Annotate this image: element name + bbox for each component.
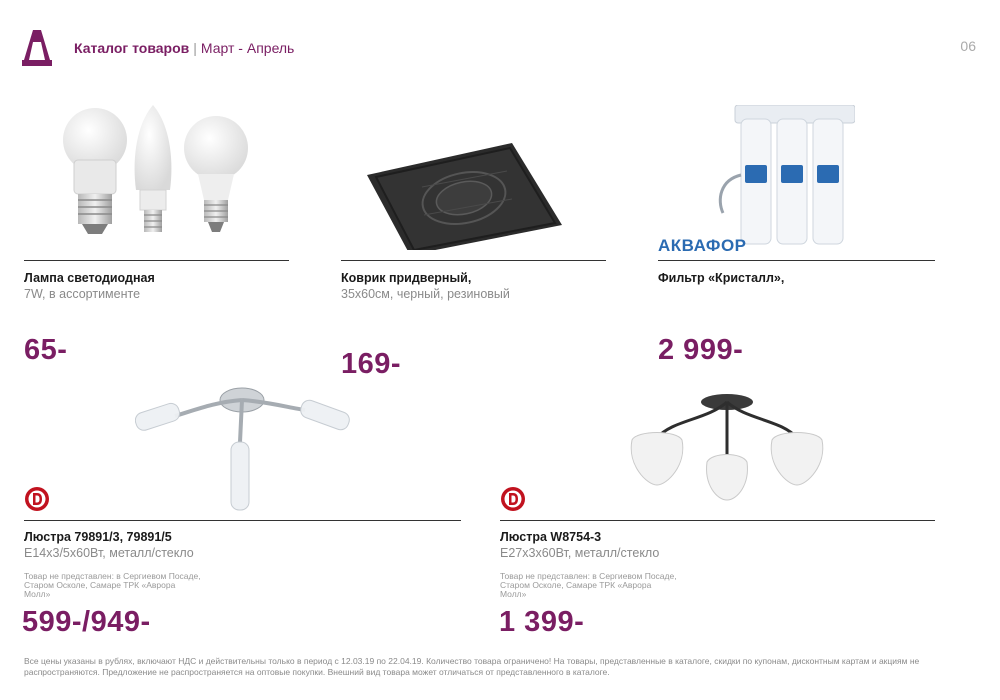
product-divider [24,520,461,521]
product-name: Лампа светодиодная [24,271,155,285]
product-price: 169- [341,348,402,380]
availability-note: Товар не представлен: в Сергиевом Посаде, Старом Осколе, Самаре ТРК «Аврора Молл» [24,571,201,599]
product-name: Люстра W8754-3 [500,530,602,544]
door-mat-image [362,75,572,250]
aquaphor-brand-logo: АКВАФОР [658,236,747,255]
product-divider [500,520,935,521]
product-price: 65- [24,334,68,366]
product-name: Фильтр «Кристалл», [658,271,785,285]
catalog-heading [74,40,294,56]
product-price: 599-/949- [22,606,151,638]
product-description: 35х60см, черный, резиновый [341,287,510,301]
product-divider [341,260,606,261]
d-brand-badge-icon [500,486,526,512]
product-price: 2 999- [658,334,744,366]
chandelier-w8754-image [612,390,842,510]
product-divider [24,260,289,261]
catalog-period: Март - Апрель [200,40,295,56]
product-description: Е27х3х60Вт, металл/стекло [500,546,660,560]
product-description: Е14х3/5х60Вт, металл/стекло [24,546,194,560]
product-divider [658,260,935,261]
product-name: Люстра 79891/3, 79891/5 [24,530,172,544]
product-name: Коврик придверный, [341,271,472,285]
product-price: 1 399- [499,606,585,638]
availability-note: Товар не представлен: в Сергиевом Посаде, Старом Осколе, Самаре ТРК «Аврора Молл» [500,571,677,599]
led-bulbs-image [58,100,258,245]
product-description: 7W, в ассортименте [24,287,141,301]
legal-disclaimer: Все цены указаны в рублях, включают НДС и действительны только в период с 12.03.19 по 22.04.19. Количество товара ограничено! На товары, представленные в каталоге, скидки по купонам, дисконтным картам и акциям не распространяются. Предложение не распространяется на оптовые покупки. Внешний вид товара может отличаться от представленного в каталоге. [24,656,920,677]
title-separator: | [193,40,197,56]
d-brand-badge-icon [24,486,50,512]
chandelier-79891-image [135,382,350,517]
water-filter-image [715,105,855,250]
store-logo-icon [22,30,52,66]
catalog-title: Каталог товаров [74,40,190,56]
page-number: 06 [960,38,976,54]
page-header [22,30,294,66]
